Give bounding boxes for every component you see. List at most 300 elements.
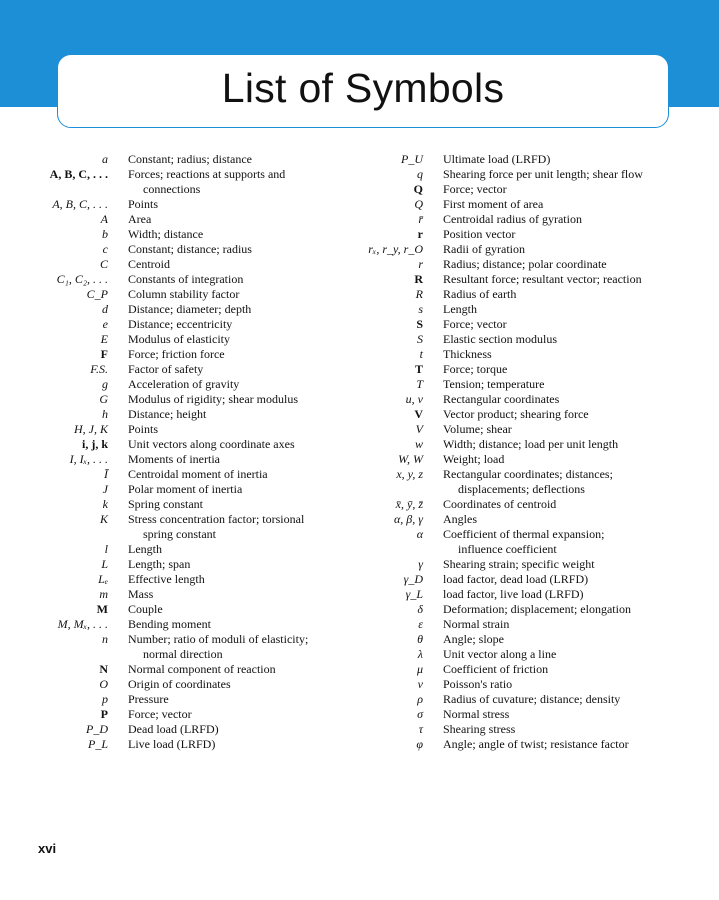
symbol-row <box>30 677 348 692</box>
symbol-row <box>30 557 348 572</box>
symbol-description <box>128 302 348 317</box>
symbol: V <box>415 422 423 436</box>
symbol: d <box>102 302 108 316</box>
description-line: Factor of safety <box>128 362 204 376</box>
symbol-description <box>443 452 673 467</box>
description-line: Angle; angle of twist; resistance factor <box>443 737 629 751</box>
symbol: R <box>414 272 423 286</box>
symbol-row <box>30 512 348 542</box>
symbol-description <box>128 707 348 722</box>
symbol-row <box>30 317 348 332</box>
symbol-description <box>128 632 348 662</box>
symbol-description <box>443 182 673 197</box>
symbol-description <box>128 197 348 212</box>
symbol-description <box>128 602 348 617</box>
symbol-description <box>443 242 673 257</box>
description-line: Poisson's ratio <box>443 677 513 691</box>
symbol-row <box>30 167 348 197</box>
symbol-row <box>345 227 673 242</box>
symbol-row <box>345 617 673 632</box>
symbol-description <box>128 512 348 542</box>
symbol-row <box>345 602 673 617</box>
symbol: x̄, ȳ, z̄ <box>395 497 423 511</box>
symbol: b <box>102 227 108 241</box>
description-line: Rectangular coordinates; distances; <box>443 467 613 481</box>
description-line: Mass <box>128 587 154 601</box>
description-line: Vector product; shearing force <box>443 407 589 421</box>
symbol: Ī <box>104 467 108 481</box>
symbol-row <box>345 512 673 527</box>
symbol-description <box>128 347 348 362</box>
description-line: Coefficient of thermal expansion; <box>443 527 605 541</box>
description-line: Width; distance; load per unit length <box>443 437 619 451</box>
symbol-row <box>30 452 348 467</box>
symbol: K <box>99 512 108 526</box>
symbol: e <box>102 317 108 331</box>
symbol-description <box>443 377 673 392</box>
description-line: Column stability factor <box>128 287 240 301</box>
symbol-row <box>345 527 673 557</box>
description-line: Acceleration of gravity <box>128 377 240 391</box>
symbol: l <box>104 542 108 556</box>
symbol-description <box>443 392 673 407</box>
symbol-row <box>30 422 348 437</box>
description-line: Forces; reactions at supports and <box>128 167 286 181</box>
symbol: g <box>102 377 108 391</box>
description-line: Unit vectors along coordinate axes <box>128 437 295 451</box>
description-line: Moments of inertia <box>128 452 220 466</box>
symbol: H, J, K <box>74 422 108 436</box>
symbol-row <box>345 647 673 662</box>
symbol-row <box>30 377 348 392</box>
description-line: Effective length <box>128 572 205 586</box>
symbol-row <box>345 737 673 752</box>
symbol-row <box>345 212 673 227</box>
symbol: τ <box>418 722 423 736</box>
description-line: Points <box>128 422 159 436</box>
symbol-row <box>30 482 348 497</box>
description-line: Centroidal radius of gyration <box>443 212 582 226</box>
symbol-row <box>345 362 673 377</box>
symbol: E <box>100 332 108 346</box>
symbol-description <box>128 497 348 512</box>
symbol: R <box>415 287 423 301</box>
description-line: Deformation; displacement; elongation <box>443 602 631 616</box>
symbol-row <box>345 662 673 677</box>
symbol-description <box>128 377 348 392</box>
symbol-description <box>128 722 348 737</box>
description-line: Points <box>128 197 159 211</box>
symbol: n <box>102 632 108 646</box>
symbol-description <box>443 677 673 692</box>
symbol-row <box>345 557 673 572</box>
symbol-description <box>128 662 348 677</box>
symbol-row <box>30 692 348 707</box>
symbol-row <box>30 197 348 212</box>
symbol-description <box>443 437 673 452</box>
symbol-description <box>443 662 673 677</box>
symbol: α, β, γ <box>393 512 423 526</box>
symbol-description <box>128 392 348 407</box>
description-line: Dead load (LRFD) <box>128 722 219 736</box>
symbol-description <box>128 482 348 497</box>
symbol: c <box>102 242 108 256</box>
symbol: q <box>417 167 423 181</box>
symbol-row <box>30 497 348 512</box>
symbol: p <box>102 692 108 706</box>
symbol: k <box>102 497 108 511</box>
symbol-description <box>443 602 673 617</box>
symbol: A, B, C, . . . <box>52 197 108 211</box>
symbol-row <box>345 572 673 587</box>
description-line: Modulus of rigidity; shear modulus <box>128 392 298 406</box>
symbol-row <box>345 497 673 512</box>
symbol: O <box>99 677 108 691</box>
symbol-description <box>128 587 348 602</box>
symbol-row <box>345 257 673 272</box>
symbol-row <box>30 632 348 662</box>
symbol-row <box>345 287 673 302</box>
right-symbol-column <box>345 152 673 752</box>
description-line: Distance; diameter; depth <box>128 302 252 316</box>
description-line: Rectangular coordinates <box>443 392 560 406</box>
symbol-description <box>443 287 673 302</box>
symbol-description <box>443 587 673 602</box>
symbol-description <box>443 497 673 512</box>
symbol-row <box>30 227 348 242</box>
symbol: P <box>100 707 108 721</box>
symbol-description <box>443 332 673 347</box>
symbol-row <box>30 257 348 272</box>
symbol: r <box>418 257 423 271</box>
symbol-description <box>443 647 673 662</box>
symbol: θ <box>417 632 423 646</box>
symbol-row <box>345 377 673 392</box>
description-line: Origin of coordinates <box>128 677 231 691</box>
symbol-row <box>345 692 673 707</box>
symbol-description <box>443 362 673 377</box>
symbol-description <box>128 317 348 332</box>
description-line: Stress concentration factor; torsional <box>128 512 305 526</box>
symbol-row <box>30 722 348 737</box>
description-line: Weight; load <box>443 452 505 466</box>
description-line: Force; friction force <box>128 347 225 361</box>
symbol: A <box>100 212 108 226</box>
symbol-description <box>443 212 673 227</box>
symbol-row <box>345 437 673 452</box>
description-line: Bending moment <box>128 617 211 631</box>
symbol-description <box>443 422 673 437</box>
symbol: F <box>100 347 108 361</box>
symbol: ρ <box>417 692 423 706</box>
symbol-description <box>128 617 348 632</box>
symbol-description <box>443 692 673 707</box>
symbol: h <box>102 407 108 421</box>
symbol-row <box>345 392 673 407</box>
description-continuation: normal direction <box>143 647 223 661</box>
symbol-description <box>128 152 348 167</box>
symbol-row <box>30 602 348 617</box>
description-continuation: spring constant <box>143 527 216 541</box>
description-line: load factor, live load (LRFD) <box>443 587 584 601</box>
description-line: Coordinates of centroid <box>443 497 557 511</box>
symbol-row <box>345 467 673 497</box>
symbol-row <box>30 272 348 287</box>
symbol-row <box>30 617 348 632</box>
page-number: xvi <box>38 841 57 856</box>
description-line: Constants of integration <box>128 272 244 286</box>
symbol: m <box>99 587 108 601</box>
symbol: x, y, z <box>396 467 423 481</box>
description-line: Volume; shear <box>443 422 512 436</box>
symbol-description <box>443 557 673 572</box>
symbol-description <box>128 557 348 572</box>
symbol: L <box>101 557 108 571</box>
description-line: Couple <box>128 602 163 616</box>
symbol: δ <box>417 602 423 616</box>
description-line: Length; span <box>128 557 191 571</box>
symbol: Q <box>413 182 423 196</box>
symbol: t <box>419 347 423 361</box>
symbol: σ <box>417 707 423 721</box>
symbol-row <box>30 347 348 362</box>
description-line: Radii of gyration <box>443 242 525 256</box>
symbol: A, B, C, . . . <box>49 167 108 181</box>
description-line: Angle; slope <box>443 632 504 646</box>
symbol: λ <box>417 647 423 661</box>
symbol-description <box>443 572 673 587</box>
description-line: Distance; height <box>128 407 207 421</box>
description-line: Force; vector <box>128 707 192 721</box>
description-line: First moment of area <box>443 197 544 211</box>
symbol: γ_D <box>403 572 423 586</box>
symbol-description <box>443 257 673 272</box>
description-line: Tension; temperature <box>443 377 545 391</box>
symbol-row <box>345 152 673 167</box>
symbol-row <box>30 572 348 587</box>
description-line: Angles <box>443 512 477 526</box>
description-line: Radius of earth <box>443 287 517 301</box>
description-line: Resultant force; resultant vector; reaction <box>443 272 642 286</box>
description-line: Live load (LRFD) <box>128 737 216 751</box>
symbol-description <box>443 737 673 752</box>
description-line: Constant; distance; radius <box>128 242 252 256</box>
description-continuation: connections <box>143 182 201 196</box>
description-line: Width; distance <box>128 227 204 241</box>
symbol-row <box>30 332 348 347</box>
symbol: s <box>418 302 423 316</box>
symbol-row <box>345 632 673 647</box>
symbol: I, Iₓ, . . . <box>69 452 108 466</box>
symbol: C <box>99 257 108 271</box>
symbol-description <box>443 317 673 332</box>
symbol-row <box>30 407 348 422</box>
symbol: μ <box>416 662 423 676</box>
symbol: C₁, C₂, . . . <box>56 272 108 286</box>
description-line: Thickness <box>443 347 492 361</box>
symbol: Lₑ <box>98 572 108 586</box>
symbol: N <box>99 662 108 676</box>
symbol-row <box>345 452 673 467</box>
symbol: C_P <box>86 287 108 301</box>
symbol: γ_L <box>405 587 423 601</box>
symbol-description <box>443 407 673 422</box>
symbol-row <box>30 212 348 227</box>
description-line: Centroidal moment of inertia <box>128 467 268 481</box>
symbol-row <box>30 707 348 722</box>
symbol: r̄ <box>418 212 423 226</box>
symbol-description <box>128 422 348 437</box>
symbol-description <box>128 737 348 752</box>
symbol: r <box>417 227 423 241</box>
description-line: Radius; distance; polar coordinate <box>443 257 607 271</box>
symbol: M <box>96 602 108 616</box>
symbol-description <box>443 617 673 632</box>
description-line: Force; vector <box>443 182 507 196</box>
page-title: List of Symbols <box>221 65 505 111</box>
symbol-description <box>128 572 348 587</box>
symbol-row <box>345 707 673 722</box>
description-line: Modulus of elasticity <box>128 332 230 346</box>
symbol-description <box>128 437 348 452</box>
symbol-description <box>443 467 673 497</box>
symbol: i, j, k <box>81 437 108 451</box>
title-box <box>57 54 669 128</box>
description-line: Normal strain <box>443 617 510 631</box>
description-line: Force; vector <box>443 317 507 331</box>
symbol: S <box>416 317 423 331</box>
symbol-description <box>128 287 348 302</box>
symbol: u, v <box>405 392 423 406</box>
symbol-row <box>345 722 673 737</box>
symbol: V <box>414 407 423 421</box>
symbol: T <box>416 377 423 391</box>
symbol-description <box>128 407 348 422</box>
description-line: Spring constant <box>128 497 203 511</box>
description-line: Constant; radius; distance <box>128 152 252 166</box>
description-line: Elastic section modulus <box>443 332 557 346</box>
symbol: w <box>414 437 423 451</box>
symbol-row <box>30 737 348 752</box>
symbol-description <box>128 227 348 242</box>
description-line: Area <box>128 212 152 226</box>
description-continuation: displacements; deflections <box>458 482 585 496</box>
symbol: a <box>102 152 108 166</box>
description-line: Normal component of reaction <box>128 662 276 676</box>
symbol-description <box>128 692 348 707</box>
description-line: Force; torque <box>443 362 508 376</box>
symbol-row <box>30 152 348 167</box>
symbol-description <box>443 272 673 287</box>
description-line: Shearing strain; specific weight <box>443 557 595 571</box>
symbol: G <box>99 392 108 406</box>
symbol-description <box>443 167 673 182</box>
symbol-description <box>128 452 348 467</box>
symbol-row <box>345 242 673 257</box>
symbol-row <box>30 242 348 257</box>
symbol-row <box>30 542 348 557</box>
description-line: Ultimate load (LRFD) <box>443 152 551 166</box>
description-continuation: influence coefficient <box>458 542 557 556</box>
description-line: Length <box>443 302 477 316</box>
symbol-row <box>345 197 673 212</box>
symbol-description <box>128 212 348 227</box>
symbol-description <box>128 542 348 557</box>
symbol-row <box>345 347 673 362</box>
description-line: Length <box>128 542 162 556</box>
symbol-row <box>345 677 673 692</box>
symbol-description <box>128 332 348 347</box>
symbol-description <box>443 227 673 242</box>
symbol-row <box>345 272 673 287</box>
symbol: S <box>417 332 423 346</box>
symbol-description <box>128 677 348 692</box>
symbol-description <box>443 707 673 722</box>
symbol-row <box>30 587 348 602</box>
symbol-description <box>128 362 348 377</box>
symbol-row <box>345 587 673 602</box>
symbol-description <box>128 467 348 482</box>
symbol: ε <box>418 617 423 631</box>
symbol-description <box>128 272 348 287</box>
symbol-row <box>30 362 348 377</box>
symbol-row <box>345 182 673 197</box>
description-line: Pressure <box>128 692 169 706</box>
symbol-description <box>443 512 673 527</box>
symbol: Q <box>414 197 423 211</box>
symbol: γ <box>418 557 423 571</box>
symbol-description <box>443 302 673 317</box>
symbol: α <box>416 527 423 541</box>
symbol: J <box>102 482 108 496</box>
symbol: W, W <box>398 452 423 466</box>
symbol-description <box>443 632 673 647</box>
symbol-row <box>345 317 673 332</box>
description-line: Position vector <box>443 227 516 241</box>
symbol-description <box>443 722 673 737</box>
symbol-description <box>443 347 673 362</box>
description-line: Distance; eccentricity <box>128 317 233 331</box>
symbol-description <box>128 167 348 197</box>
symbol-row <box>30 662 348 677</box>
left-symbol-column <box>30 152 348 752</box>
symbol: ν <box>417 677 423 691</box>
symbol: P_U <box>401 152 423 166</box>
symbol-row <box>30 287 348 302</box>
symbol-row <box>345 332 673 347</box>
symbol: M, Mₓ, . . . <box>57 617 108 631</box>
description-line: Radius of cuvature; distance; density <box>443 692 621 706</box>
symbol: rₓ, r_y, r_O <box>368 242 423 256</box>
description-line: Shearing force per unit length; shear flow <box>443 167 643 181</box>
symbol-description <box>443 152 673 167</box>
symbol-description <box>128 257 348 272</box>
symbol: F.S. <box>90 362 108 376</box>
symbol-row <box>30 302 348 317</box>
symbol-row <box>345 302 673 317</box>
symbol-row <box>30 467 348 482</box>
description-line: Polar moment of inertia <box>128 482 243 496</box>
symbol: T <box>414 362 423 376</box>
description-line: Unit vector along a line <box>443 647 557 661</box>
symbol-description <box>128 242 348 257</box>
symbol-row <box>30 392 348 407</box>
description-line: Centroid <box>128 257 170 271</box>
symbol-description <box>443 197 673 212</box>
symbol: P_D <box>86 722 108 736</box>
symbol-row <box>345 422 673 437</box>
symbol: φ <box>416 737 423 751</box>
